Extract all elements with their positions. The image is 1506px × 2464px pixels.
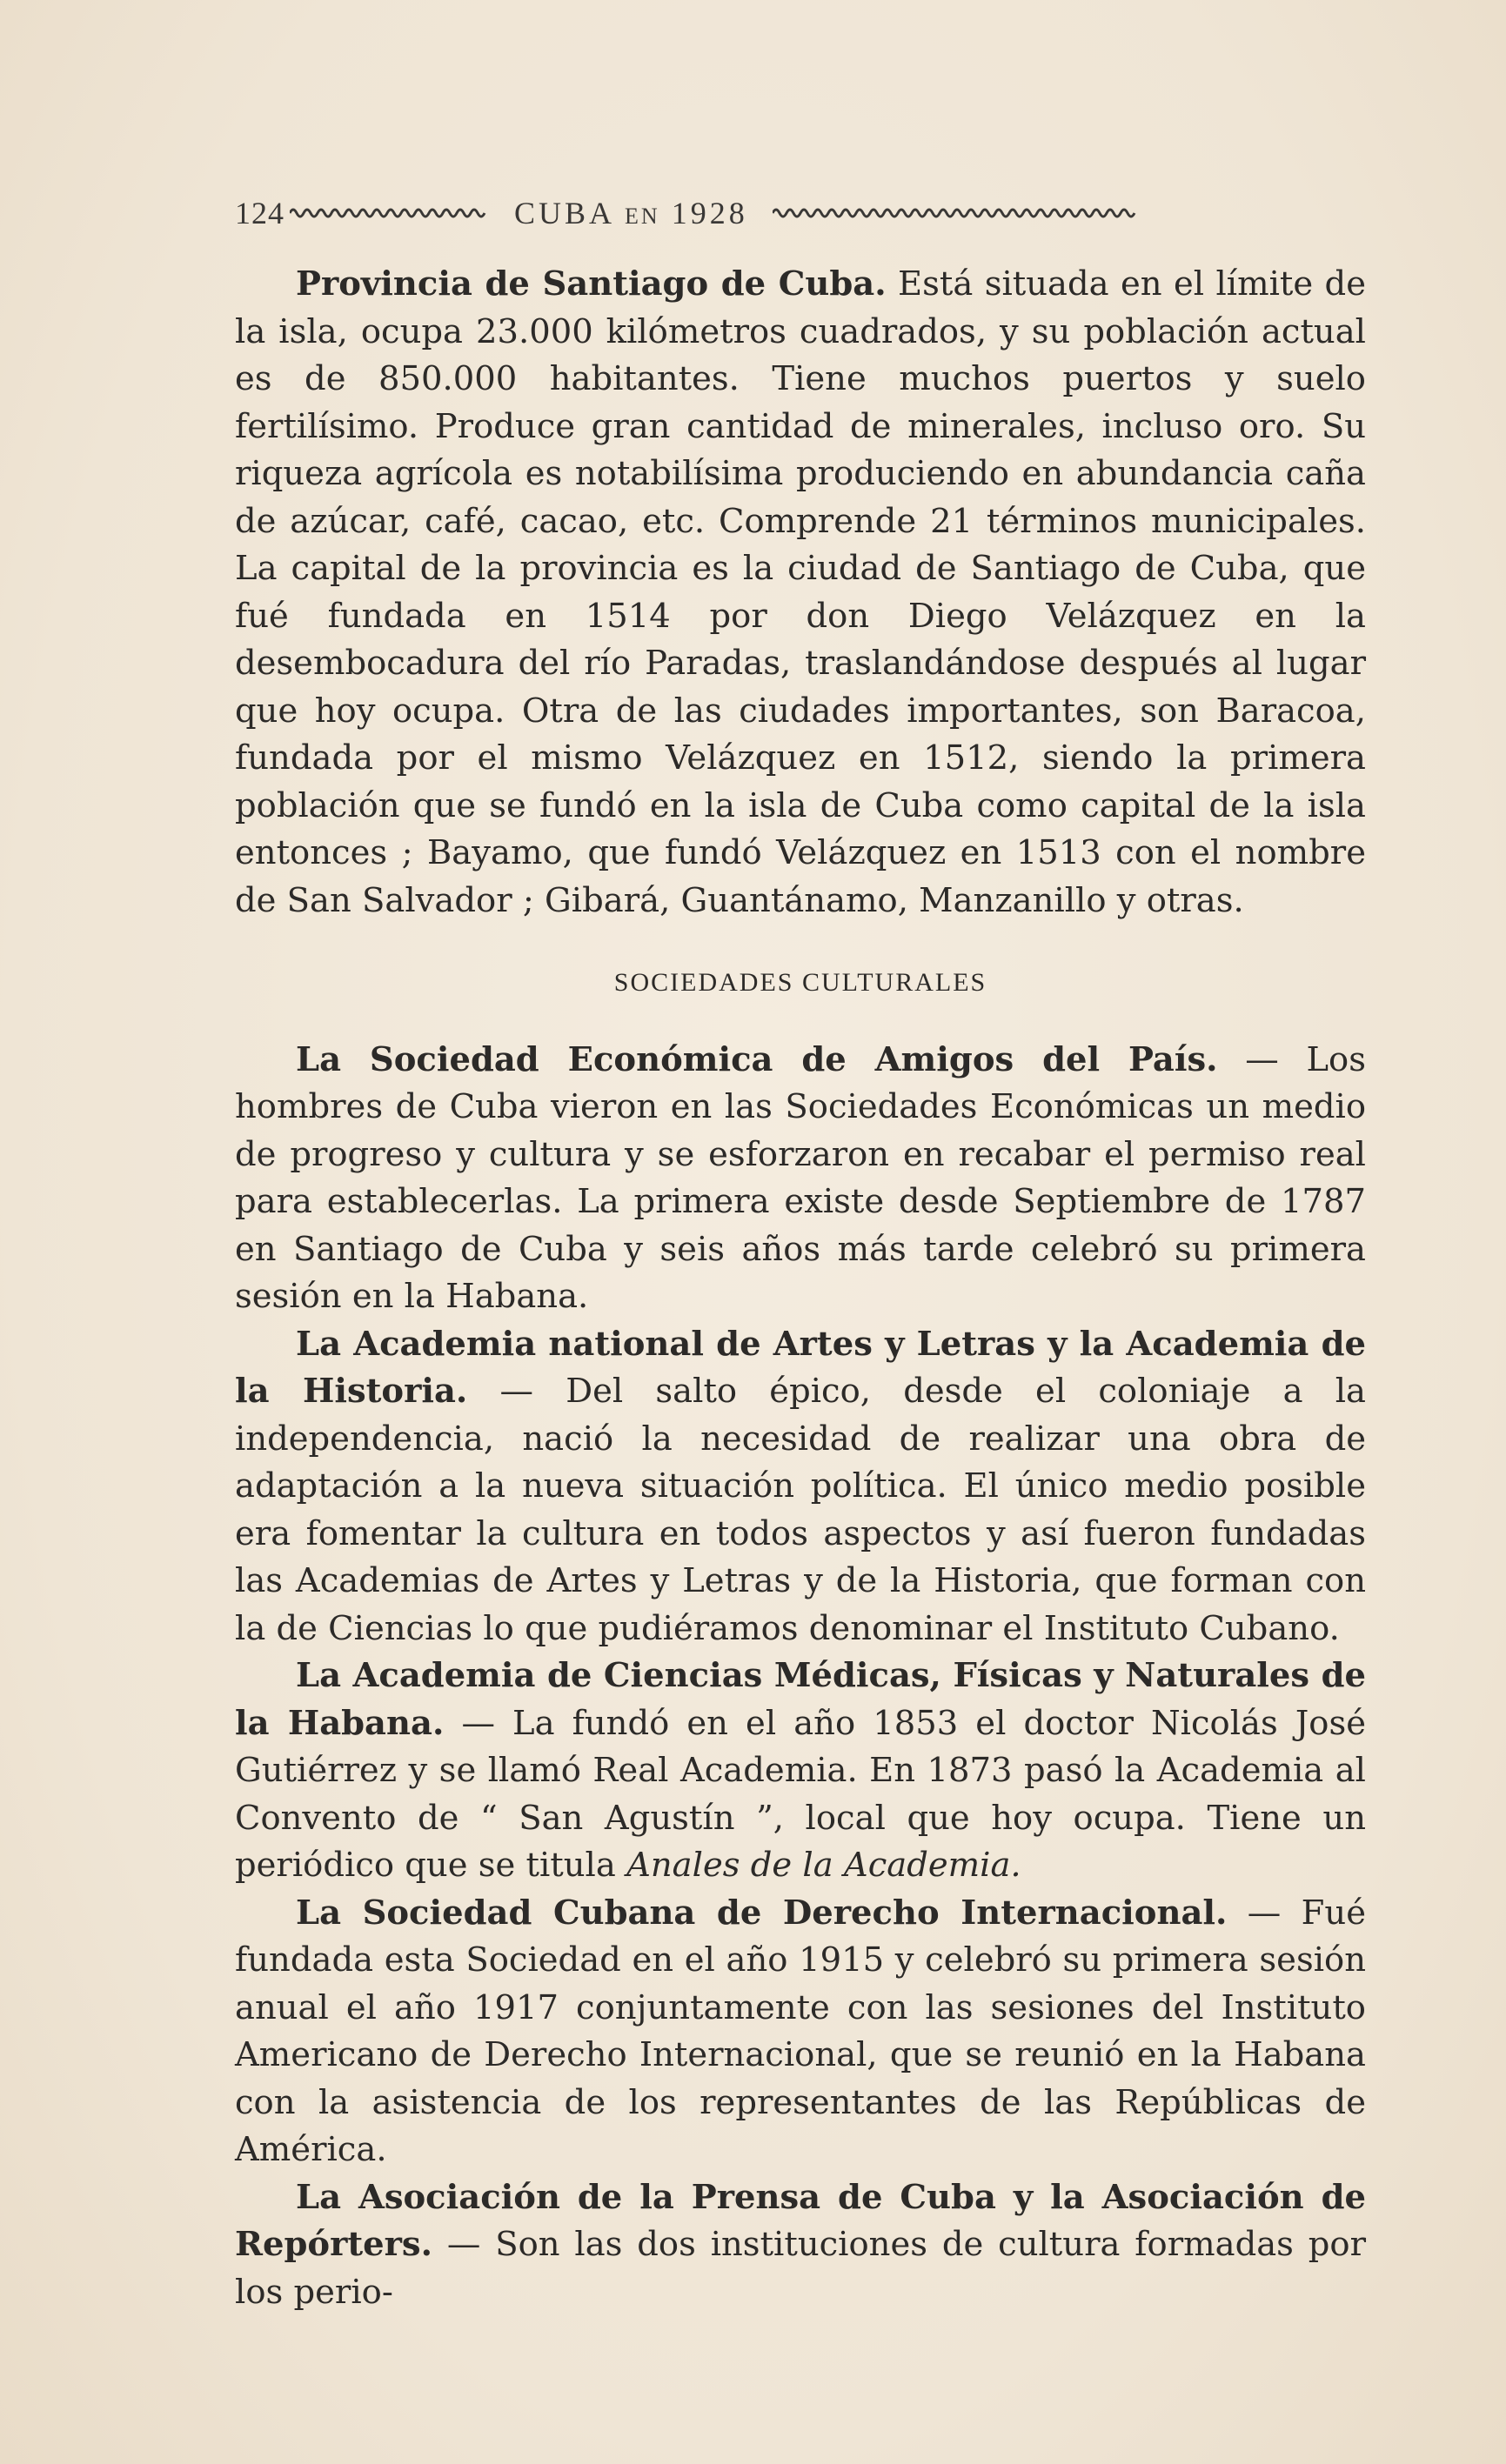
paragraph-asociacion-prensa bbox=[235, 2174, 1366, 2317]
section-heading: SOCIEDADES CULTURALES bbox=[613, 968, 987, 997]
paragraph-academia-artes bbox=[235, 1321, 1366, 1653]
paragraph-heading: La Asociación de la Prensa de Cuba y la Asociación de Repórters. bbox=[235, 2177, 1366, 2264]
paragraph-text: — Son las dos instituciones de cultura formadas por los perio- bbox=[235, 2225, 1366, 2312]
paragraph-derecho-internacional bbox=[235, 1890, 1366, 2174]
ornament-left bbox=[290, 204, 490, 222]
title-main: CUBA bbox=[514, 196, 614, 230]
paragraph-sociedad-economica bbox=[235, 1037, 1366, 1321]
running-title bbox=[514, 195, 748, 231]
page-body bbox=[235, 261, 1366, 2316]
paragraph-heading: La Academia de Ciencias Médicas, Físicas y Naturales de la Habana. bbox=[235, 1656, 1366, 1743]
paragraph-text: — Del salto épico, desde el coloniaje a la independencia, nació la necesidad de realizar una obra de adaptación a la nueva situación política. El único medio posible era fomentar la cultura en todos aspectos y así fueron fundadas las Academias de Artes y Letras y de la Historia, que forman con la de Ciencias lo que pudiéramos denominar el Instituto Cubano. bbox=[235, 1372, 1366, 1648]
paragraph-santiago bbox=[235, 261, 1366, 925]
ornament-right bbox=[773, 204, 1138, 222]
paragraph-heading: La Sociedad Económica de Amigos del País. bbox=[296, 1039, 1218, 1079]
paragraph-heading: La Sociedad Cubana de Derecho Internacional. bbox=[296, 1893, 1228, 1933]
paragraph-text: — La fundó en el año 1853 el doctor Nicolás José Gutiérrez y se llamó Real Academia. En 1873 pasó la Academia al Convento de “ San Agustín ”, local que hoy ocupa. Tiene un periódico que se titula bbox=[235, 1703, 1366, 1885]
title-year: 1928 bbox=[671, 196, 748, 230]
title-en: EN bbox=[625, 204, 660, 229]
paragraph-heading: Provincia de Santiago de Cuba. bbox=[296, 264, 887, 304]
paragraph-text: Está situada en el límite de la isla, ocupa 23.000 kilómetros cuadrados, y su población actual es de 850.000 habitantes. Tiene muchos puertos y suelo fertilísimo. Produce gran cantidad de minerales, incluso oro. Su riqueza agrícola es notabilísima produciendo en abundancia caña de azúcar, café, cacao, etc. Comprende 21 términos municipales. La capital de la provincia es la ciudad de Santiago de Cuba, que fué fundada en 1514 por don Diego Velázquez en la desembocadura del río Paradas, traslandándose después al lugar que hoy ocupa. Otra de las ciudades importantes, son Baracoa, fundada por el mismo Velázquez en 1512, siendo la primera población que se fundó en la isla de Cuba como capital de la isla entonces ; Bayamo, que fundó Velázquez en 1513 con el nombre de San Salvador ; Gibará, Guantánamo, Manzanillo y otras. bbox=[235, 264, 1366, 920]
running-header bbox=[235, 191, 1366, 235]
paragraph-text: — Los hombres de Cuba vieron en las Sociedades Económicas un medio de progreso y cultura y se esforzaron en recabar el permiso real para establecerlas. La primera existe desde Septiembre de 1787 en Santiago de Cuba y seis años más tarde celebró su primera sesión en la Habana. bbox=[235, 1039, 1366, 1316]
page-number: 124 bbox=[235, 196, 284, 230]
paragraph-text: — Fué fundada esta Sociedad en el año 1915 y celebró su primera sesión anual el año 1917 conjuntamente con las sesiones del Instituto Americano de Derecho Internacional, que se reunió en la Habana con la asistencia de los representantes de las Repúblicas de América. bbox=[235, 1893, 1366, 2169]
paragraph-heading: La Academia national de Artes y Letras y la Academia de la Historia. bbox=[235, 1324, 1366, 1411]
journal-title: Anales de la Academia. bbox=[626, 1846, 1021, 1885]
paragraph-academia-ciencias bbox=[235, 1653, 1366, 1890]
